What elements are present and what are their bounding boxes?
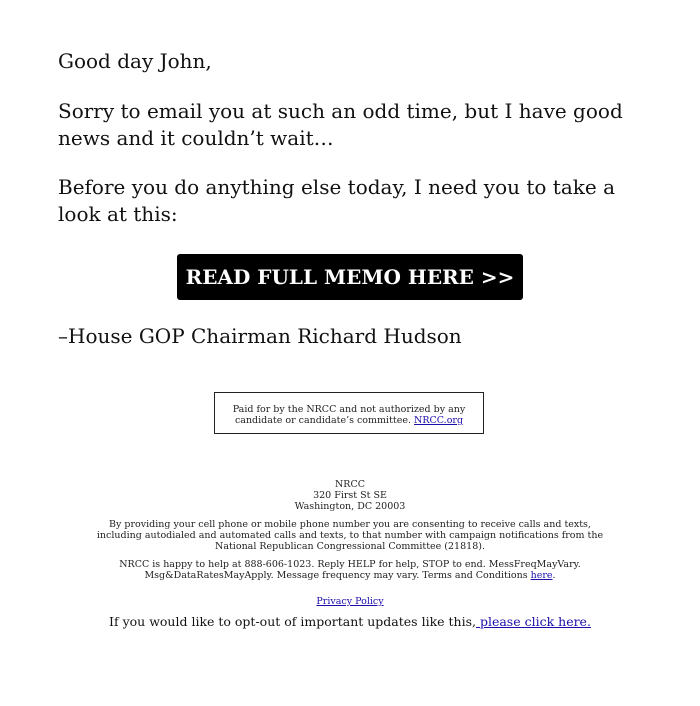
cta-container [58,254,642,300]
greeting: Good day John, [58,49,212,73]
privacy-policy-link[interactable]: Privacy Policy [316,596,384,607]
privacy-policy-row [90,596,610,607]
org-name: NRCC [334,479,365,490]
consent-text: By providing your cell phone or mobile phone number you are consenting to receive calls and texts, including autodialed and automated calls and texts, to that number with campaign notifications from the National Republican Congressional Committee (21818). [96,519,604,552]
opt-out-link[interactable]: please click here. [475,614,591,629]
help-notice: NRCC is happy to help at 888-606-1023. Reply HELP for help, STOP to end. MessFreqMayVary. Msg&DataRatesMayApply. Message frequency may vary. Terms and Conditions here. [119,559,581,581]
read-memo-button[interactable]: READ FULL MEMO HERE >> [177,254,523,300]
opt-out-text: If you would like to opt-out of important updates like this, [109,614,476,629]
mailing-address [90,479,610,512]
intro-paragraph: Sorry to email you at such an odd time, but I have good news and it couldn’t wait… [58,99,623,150]
terms-link[interactable]: here [530,570,553,581]
address-line-1: 320 First St SE [313,490,387,501]
sms-consent-notice [90,519,610,552]
nrcc-link[interactable]: NRCC.org [414,415,464,426]
request-paragraph: Before you do anything else today, I need you to take a look at this: [58,175,616,226]
disclaimer-text: Paid for by the NRCC and not authorized by any candidate or candidate’s committee. [232,404,466,426]
paid-for-disclaimer-box [214,392,484,434]
signature: –House GOP Chairman Richard Hudson [58,324,462,348]
opt-out-row [90,614,610,630]
address-line-2: Washington, DC 20003 [294,501,406,512]
help-text: NRCC is happy to help at 888-606-1023. Reply HELP for help, STOP to end. MessFreqMayVary. Msg&DataRatesMayApply. Message frequency may vary. Terms and Conditions [119,559,581,581]
